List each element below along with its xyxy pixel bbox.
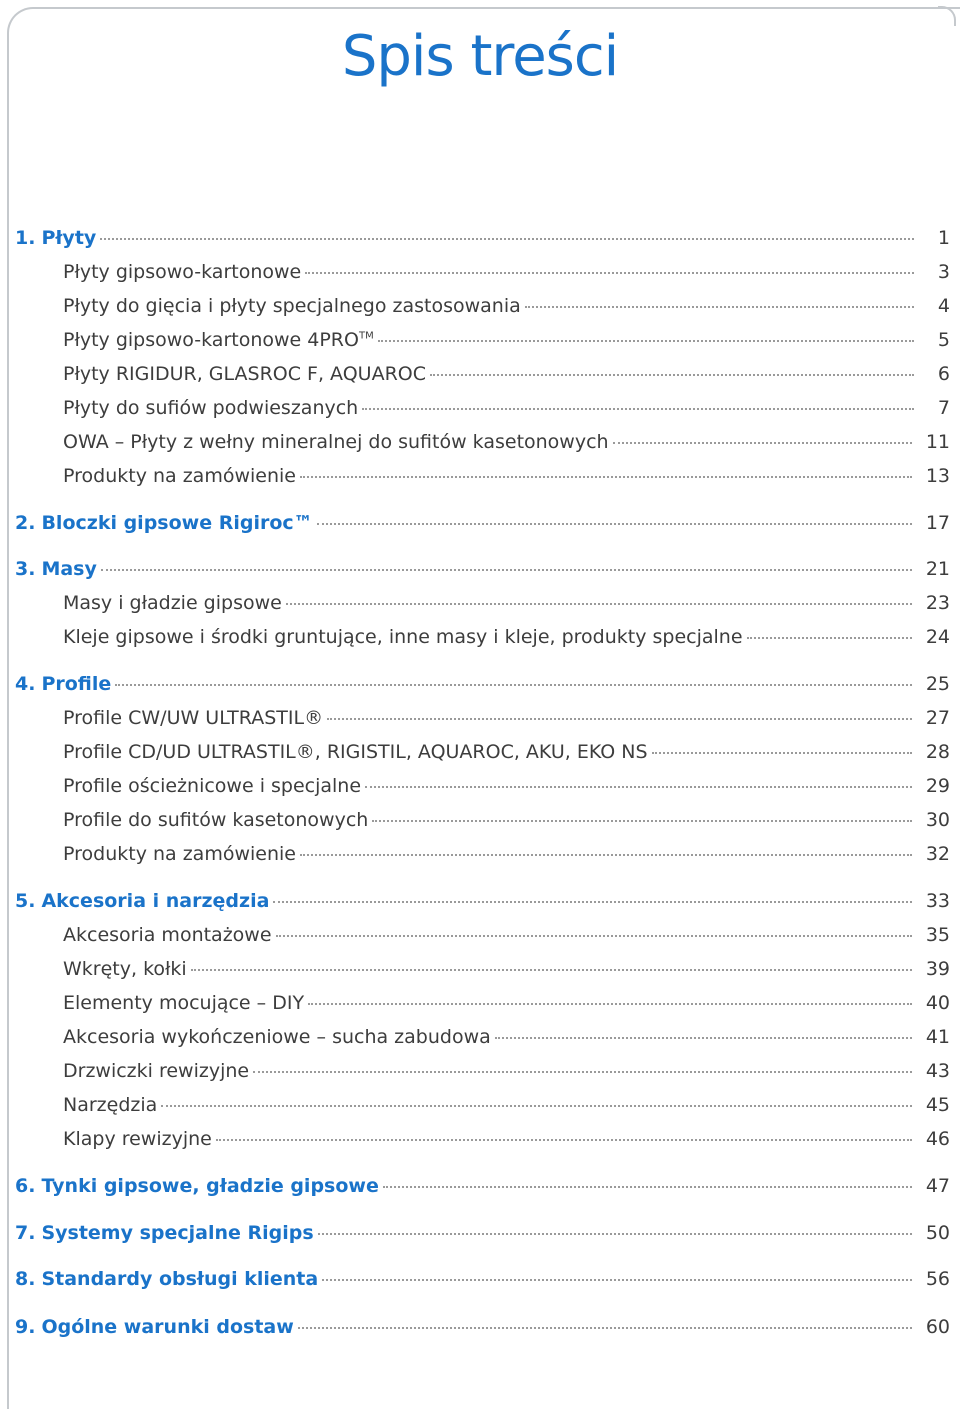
toc-entry-label-text: Masy bbox=[41, 558, 97, 580]
toc-entry-label-text: Bloczki gipsowe Rigiroc™ bbox=[41, 512, 313, 534]
toc-page-number: 40 bbox=[925, 992, 950, 1014]
toc-section-entry[interactable] bbox=[15, 227, 950, 253]
toc-subentry[interactable] bbox=[63, 992, 950, 1018]
dot-leader bbox=[318, 1233, 912, 1235]
toc-section-number: 6. bbox=[15, 1175, 36, 1197]
toc-entry-label bbox=[41, 1222, 313, 1244]
toc-entry-label bbox=[63, 809, 368, 831]
toc-page-number: 7 bbox=[937, 397, 950, 419]
toc-subentry[interactable] bbox=[63, 397, 950, 423]
toc-entry-label bbox=[63, 992, 304, 1014]
toc-entry-label bbox=[41, 1268, 318, 1290]
toc-page-number: 47 bbox=[925, 1175, 950, 1197]
dot-leader bbox=[191, 969, 912, 971]
toc-page-number: 24 bbox=[925, 626, 950, 648]
toc-entry-label-text: Ogólne warunki dostaw bbox=[41, 1316, 294, 1338]
toc-entry-label bbox=[41, 673, 111, 695]
toc-section-number: 7. bbox=[15, 1222, 36, 1244]
dot-leader bbox=[298, 1327, 912, 1329]
toc-entry-label-text: Wkręty, kołki bbox=[63, 958, 187, 980]
dot-leader bbox=[300, 476, 912, 478]
toc-entry-label-text: Profile ościeżnicowe i specjalne bbox=[63, 775, 362, 797]
toc-entry-label bbox=[63, 465, 296, 487]
dot-leader bbox=[365, 786, 912, 788]
toc-entry-label bbox=[63, 843, 296, 865]
toc-entry-label bbox=[63, 958, 187, 980]
toc-entry-label-text: Płyty gipsowo-kartonowe bbox=[63, 261, 302, 283]
toc-page-number: 27 bbox=[925, 707, 950, 729]
toc-section-entry[interactable] bbox=[15, 890, 950, 916]
dot-leader bbox=[322, 1279, 912, 1281]
toc-entry-label-text: Masy i gładzie gipsowe bbox=[63, 592, 282, 614]
toc-entry-label-text: OWA – Płyty z wełny mineralnej do sufitów kasetonowych bbox=[63, 431, 609, 453]
toc-page-number: 39 bbox=[925, 958, 950, 980]
toc-page-number: 1 bbox=[937, 227, 950, 249]
toc-entry-label bbox=[41, 512, 312, 534]
toc-entry-label bbox=[41, 1175, 378, 1197]
toc-entry-label bbox=[63, 329, 374, 351]
toc-entry-label-text: Narzędzia bbox=[63, 1094, 158, 1116]
toc-subentry[interactable] bbox=[63, 1094, 950, 1120]
dot-leader bbox=[253, 1071, 912, 1073]
trademark-superscript: TM bbox=[358, 330, 374, 342]
dot-leader bbox=[747, 637, 912, 639]
toc-section-entry[interactable] bbox=[15, 512, 950, 538]
toc-subentry[interactable] bbox=[63, 363, 950, 389]
toc-page-number: 30 bbox=[925, 809, 950, 831]
toc-page-number: 5 bbox=[937, 329, 950, 351]
toc-subentry[interactable] bbox=[63, 1128, 950, 1154]
dot-leader bbox=[300, 854, 912, 856]
toc-subentry[interactable] bbox=[63, 741, 950, 767]
dot-leader bbox=[525, 306, 914, 308]
toc-page-number: 25 bbox=[925, 673, 950, 695]
toc-page-number: 41 bbox=[925, 1026, 950, 1048]
toc-subentry[interactable] bbox=[63, 775, 950, 801]
dot-leader bbox=[100, 238, 914, 240]
toc-entry-label-text: Systemy specjalne Rigips bbox=[41, 1222, 314, 1244]
toc-page-number: 46 bbox=[925, 1128, 950, 1150]
toc-subentry[interactable] bbox=[63, 1026, 950, 1052]
toc-section-entry[interactable] bbox=[15, 673, 950, 699]
toc-section-entry[interactable] bbox=[15, 1316, 950, 1342]
toc-subentry[interactable] bbox=[63, 261, 950, 287]
toc-page-number: 43 bbox=[925, 1060, 950, 1082]
toc-entry-label-text: Klapy rewizyjne bbox=[63, 1128, 212, 1150]
toc-entry-label-text: Akcesoria wykończeniowe – sucha zabudowa bbox=[63, 1026, 491, 1048]
toc-entry-label-text: Profile CW/UW ULTRASTIL® bbox=[63, 707, 324, 729]
dot-leader bbox=[430, 374, 914, 376]
toc-entry-label-text: Akcesoria montażowe bbox=[63, 924, 272, 946]
toc-page-number: 50 bbox=[925, 1222, 950, 1244]
toc-entry-label-text: Standardy obsługi klienta bbox=[41, 1268, 319, 1290]
toc-entry-label-text: Akcesoria i narzędzia bbox=[41, 890, 270, 912]
dot-leader bbox=[372, 820, 911, 822]
toc-page-number: 21 bbox=[925, 558, 950, 580]
toc-subentry[interactable] bbox=[63, 924, 950, 950]
toc-entry-label bbox=[63, 775, 361, 797]
toc-entry-label-text: Płyty bbox=[41, 227, 97, 249]
toc-page-number: 56 bbox=[925, 1268, 950, 1290]
toc-page-number: 17 bbox=[925, 512, 950, 534]
toc-page-number: 4 bbox=[937, 295, 950, 317]
dot-leader bbox=[286, 603, 912, 605]
toc-subentry[interactable] bbox=[63, 626, 950, 652]
toc-section-number: 5. bbox=[15, 890, 36, 912]
toc-page-number: 29 bbox=[925, 775, 950, 797]
dot-leader bbox=[308, 1003, 912, 1005]
toc-entry-label-text: Płyty RIGIDUR, GLASROC F, AQUAROC bbox=[63, 363, 427, 385]
toc-subentry[interactable] bbox=[63, 592, 950, 618]
dot-leader bbox=[101, 569, 912, 571]
toc-entry-label bbox=[41, 1316, 293, 1338]
toc-entry-label bbox=[41, 558, 96, 580]
toc-subentry[interactable] bbox=[63, 465, 950, 491]
toc-page-number: 45 bbox=[925, 1094, 950, 1116]
toc-page-number: 11 bbox=[925, 431, 950, 453]
toc-page-number: 60 bbox=[925, 1316, 950, 1338]
toc-page-number: 3 bbox=[937, 261, 950, 283]
toc-page-number: 32 bbox=[925, 843, 950, 865]
toc-page-number: 28 bbox=[925, 741, 950, 763]
toc-subentry[interactable] bbox=[63, 295, 950, 321]
toc-entry-label-text: Kleje gipsowe i środki gruntujące, inne masy i kleje, produkty specjalne bbox=[63, 626, 743, 648]
toc-subentry[interactable] bbox=[63, 431, 950, 457]
dot-leader bbox=[652, 752, 912, 754]
dot-leader bbox=[362, 408, 914, 410]
toc-entry-label-text: Profile do sufitów kasetonowych bbox=[63, 809, 369, 831]
toc-entry-label-text: Tynki gipsowe, gładzie gipsowe bbox=[41, 1175, 379, 1197]
toc-entry-label-text: Elementy mocujące – DIY bbox=[63, 992, 305, 1014]
toc-section-number: 8. bbox=[15, 1268, 36, 1290]
dot-leader bbox=[216, 1139, 912, 1141]
toc-section-number: 9. bbox=[15, 1316, 36, 1338]
toc-section-entry[interactable] bbox=[15, 558, 950, 584]
dot-leader bbox=[273, 901, 911, 903]
toc-entry-label bbox=[63, 924, 272, 946]
toc-page-number: 6 bbox=[937, 363, 950, 385]
dot-leader bbox=[378, 340, 914, 342]
toc-page-number: 23 bbox=[925, 592, 950, 614]
toc-subentry[interactable] bbox=[63, 958, 950, 984]
dot-leader bbox=[317, 523, 912, 525]
toc-entry-label-text: Profile CD/UD ULTRASTIL®, RIGISTIL, AQUAROC, AKU, EKO NS bbox=[63, 741, 648, 763]
toc-subentry[interactable] bbox=[63, 329, 950, 355]
toc-section-number: 3. bbox=[15, 558, 36, 580]
dot-leader bbox=[327, 718, 912, 720]
toc-entry-label bbox=[63, 1128, 212, 1150]
toc-entry-label bbox=[63, 707, 323, 729]
dot-leader bbox=[305, 272, 914, 274]
toc-entry-label bbox=[63, 626, 743, 648]
toc-entry-label-text: Płyty do sufiów podwieszanych bbox=[63, 397, 359, 419]
toc-entry-label bbox=[41, 227, 96, 249]
dot-leader bbox=[383, 1186, 912, 1188]
toc-entry-label bbox=[63, 741, 648, 763]
toc-entry-label-text: Produkty na zamówienie bbox=[63, 465, 296, 487]
toc-entry-label-text: Drzwiczki rewizyjne bbox=[63, 1060, 250, 1082]
toc-entry-label bbox=[63, 1026, 491, 1048]
toc-entry-label-text: Produkty na zamówienie bbox=[63, 843, 296, 865]
toc-page-number: 35 bbox=[925, 924, 950, 946]
toc-entry-label bbox=[41, 890, 269, 912]
toc-entry-label-text: Profile bbox=[41, 673, 112, 695]
toc-section-number: 1. bbox=[15, 227, 36, 249]
toc-page-number: 33 bbox=[925, 890, 950, 912]
page-title: Spis treści bbox=[341, 24, 619, 89]
toc-entry-label bbox=[63, 397, 358, 419]
dot-leader bbox=[115, 684, 912, 686]
toc-section-number: 2. bbox=[15, 512, 36, 534]
toc-entry-label bbox=[63, 431, 609, 453]
toc-entry-label bbox=[63, 363, 426, 385]
toc-entry-label-text: Płyty gipsowo-kartonowe 4PRO bbox=[63, 329, 359, 351]
toc-entry-label bbox=[63, 261, 301, 283]
dot-leader bbox=[613, 442, 912, 444]
dot-leader bbox=[161, 1105, 912, 1107]
toc-section-entry[interactable] bbox=[15, 1175, 950, 1201]
toc-entry-label bbox=[63, 1060, 249, 1082]
toc-subentry[interactable] bbox=[63, 1060, 950, 1086]
toc-entry-label bbox=[63, 295, 521, 317]
dot-leader bbox=[495, 1037, 912, 1039]
toc-entry-label bbox=[63, 592, 282, 614]
toc-subentry[interactable] bbox=[63, 809, 950, 835]
toc-subentry[interactable] bbox=[63, 843, 950, 869]
toc-section-entry[interactable] bbox=[15, 1268, 950, 1294]
toc-entry-label bbox=[63, 1094, 157, 1116]
toc-entry-label-text: Płyty do gięcia i płyty specjalnego zastosowania bbox=[63, 295, 521, 317]
toc-page-number: 13 bbox=[925, 465, 950, 487]
toc-section-entry[interactable] bbox=[15, 1222, 950, 1248]
toc-subentry[interactable] bbox=[63, 707, 950, 733]
toc-section-number: 4. bbox=[15, 673, 36, 695]
dot-leader bbox=[276, 935, 912, 937]
